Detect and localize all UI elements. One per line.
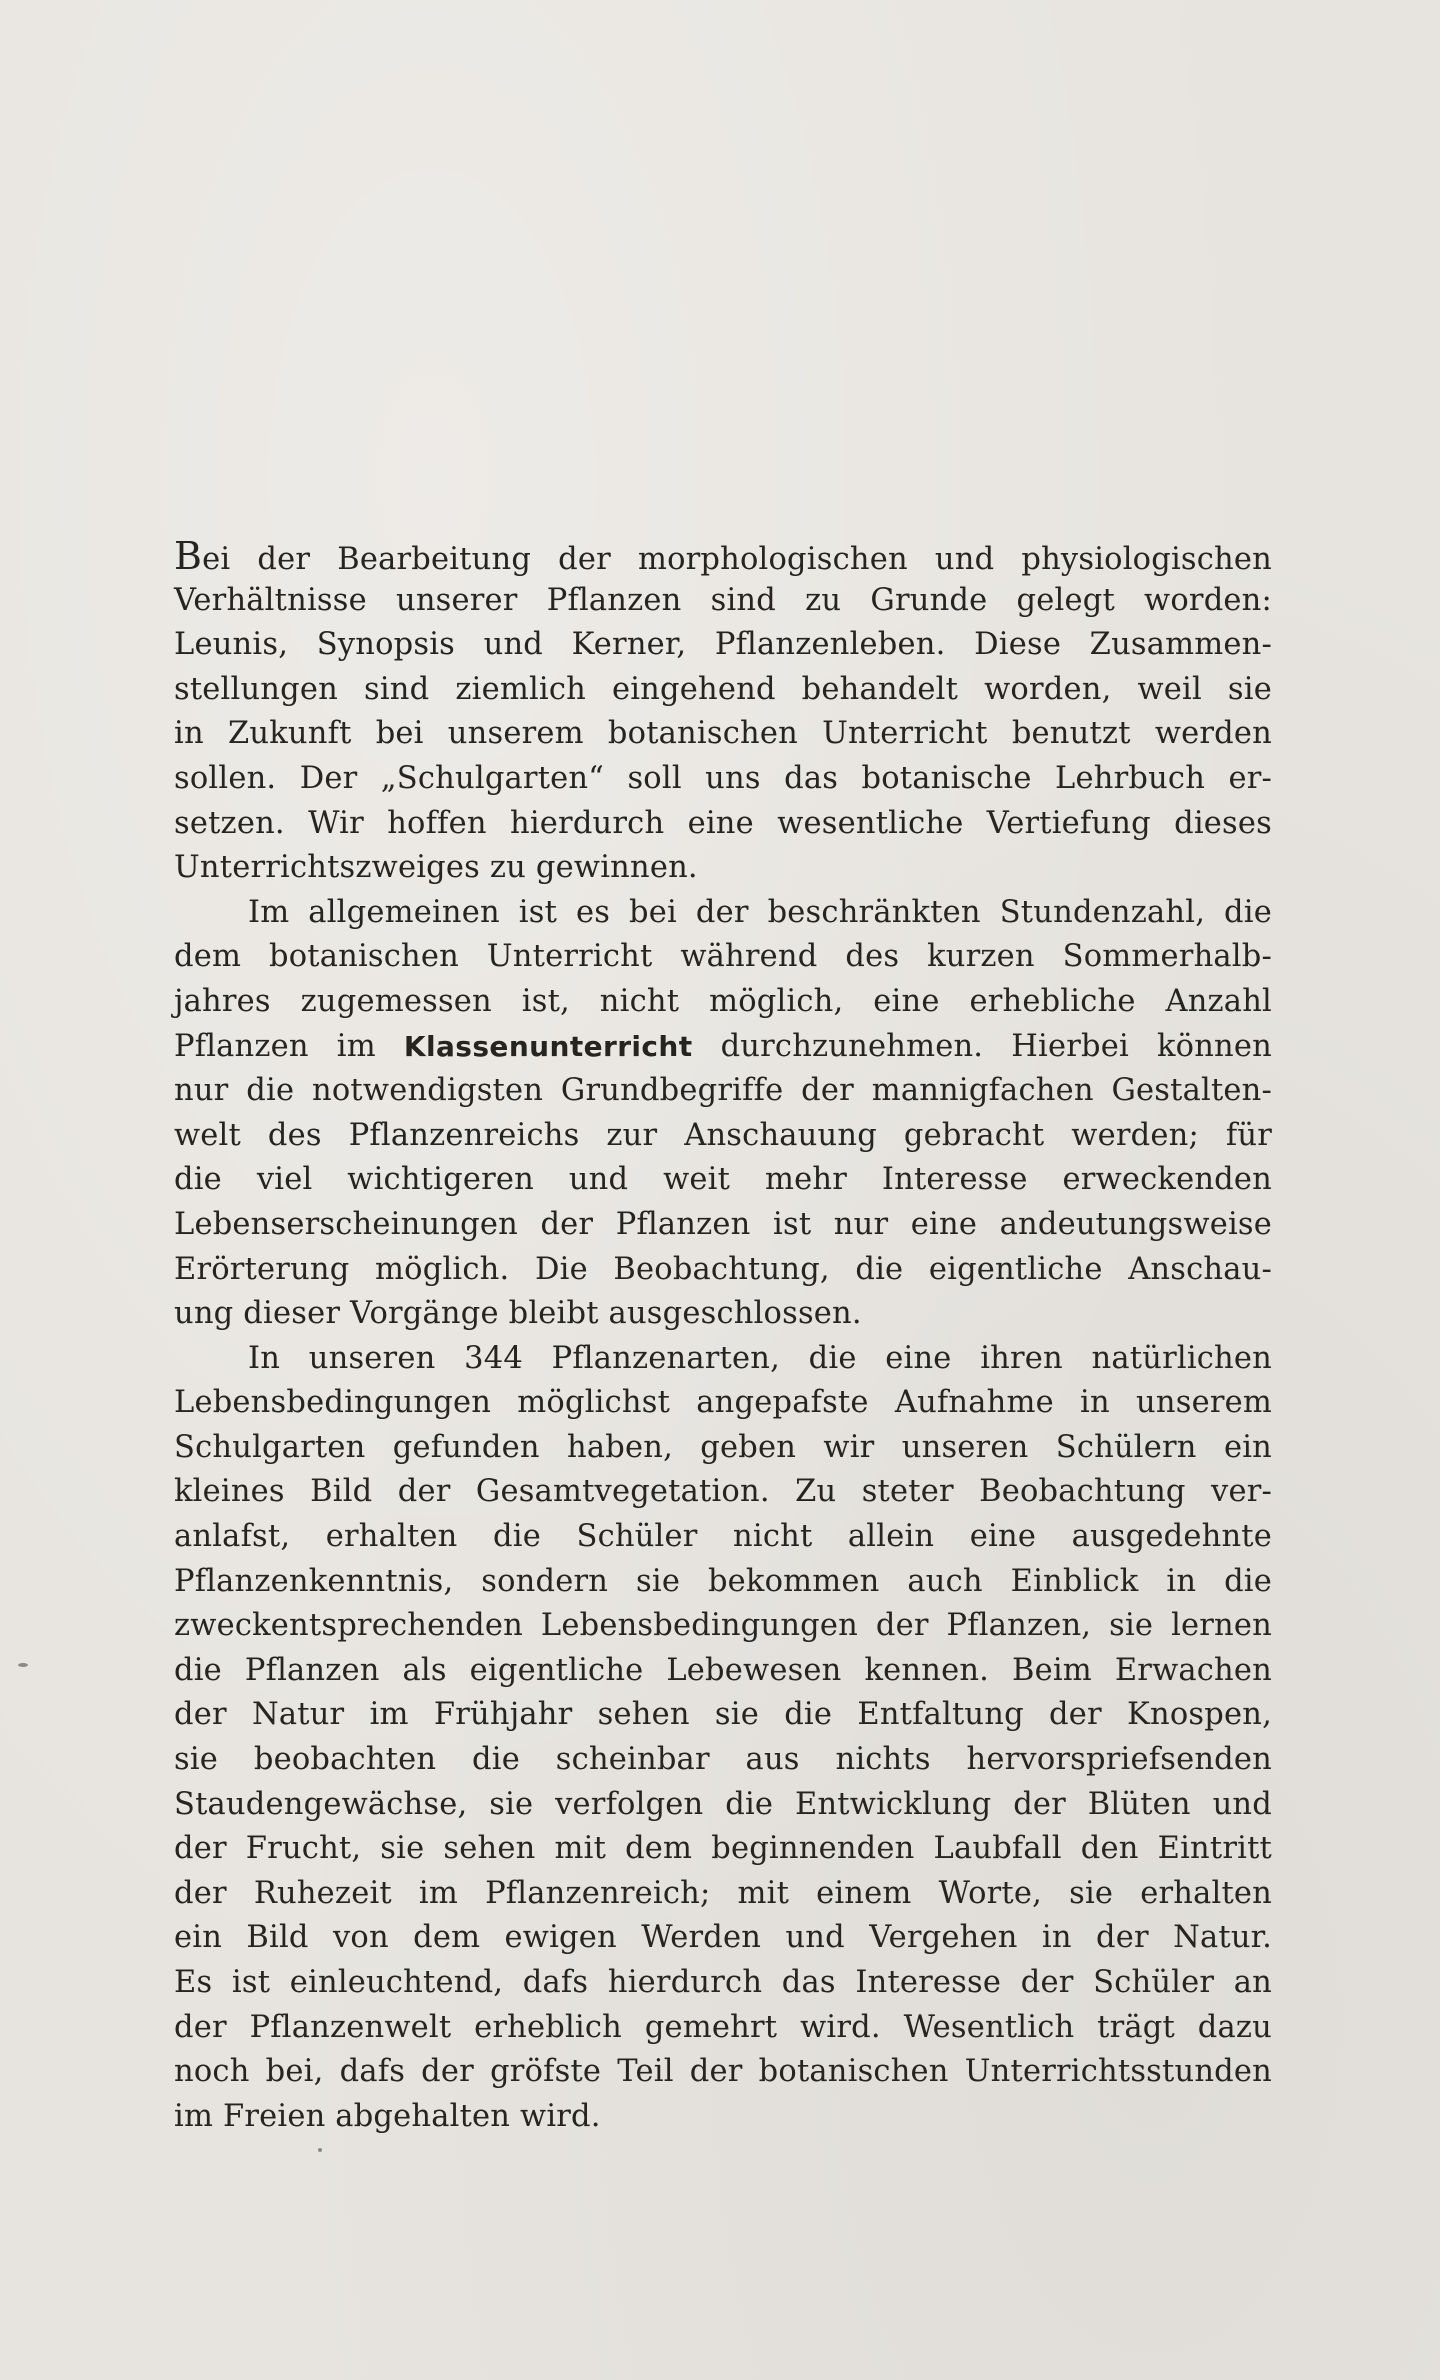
paragraph-2 xyxy=(174,891,1272,1337)
drop-cap: B xyxy=(174,534,203,578)
text-line: anlafst, erhalten die Schüler nicht allein eine ausgedehnte xyxy=(174,1519,1272,1555)
text-line: der Ruhezeit im Pflanzenreich; mit einem Worte, sie erhalten xyxy=(174,1875,1272,1911)
text-line: der Pflanzenwelt erheblich gemehrt wird. Wesentlich trägt dazu xyxy=(174,2009,1272,2045)
text-line: Staudengewächse, sie verfolgen die Entwicklung der Blüten und xyxy=(174,1786,1272,1822)
text-line: Lebenserscheinungen der Pflanzen ist nur eine andeutungsweise xyxy=(174,1206,1272,1242)
paragraph-1 xyxy=(174,534,1272,891)
text-line xyxy=(174,534,1272,579)
text-line: der Natur im Frühjahr sehen sie die Entfaltung der Knospen, xyxy=(174,1697,1272,1733)
text-line: setzen. Wir hoffen hierdurch eine wesentliche Vertiefung dieses xyxy=(174,805,1272,841)
text-line: Es ist einleuchtend, dafs hierdurch das Interesse der Schüler an xyxy=(174,1965,1272,2000)
text-line: in Zukunft bei unserem botanischen Unterricht benutzt werden xyxy=(174,716,1272,752)
text-line: jahres zugemessen ist, nicht möglich, eine erhebliche Anzahl xyxy=(174,983,1272,1019)
text-line: ung dieser Vorgänge bleibt ausgeschlossen. xyxy=(174,1296,862,1332)
text-line: In unseren 344 Pflanzenarten, die eine ihren natürlichen xyxy=(248,1340,1272,1376)
text-line xyxy=(174,1025,1272,1070)
text-line: Verhältnisse unserer Pflanzen sind zu Grunde gelegt worden: xyxy=(174,582,1272,618)
text-line: Lebensbedingungen möglichst angepafste Aufnahme in unserem xyxy=(174,1385,1272,1421)
text-line: nur die notwendigsten Grundbegriffe der mannigfachen Gestalten- xyxy=(174,1073,1272,1109)
line-text: ei der Bearbeitung der morphologischen und physiologischen xyxy=(202,542,1272,577)
text-line: Erörterung möglich. Die Beobachtung, die eigentliche Anschau- xyxy=(174,1251,1272,1287)
emphasis-text: Klassenunterricht xyxy=(403,1029,693,1063)
text-line: Schulgarten gefunden haben, geben wir unseren Schülern ein xyxy=(174,1429,1272,1465)
text-line: zweckentsprechenden Lebensbedingungen der Pflanzen, sie lernen xyxy=(174,1608,1272,1644)
text-line: der Frucht, sie sehen mit dem beginnenden Laubfall den Eintritt xyxy=(174,1831,1272,1867)
text-line: Im allgemeinen ist es bei der beschränkten Stundenzahl, die xyxy=(248,894,1272,930)
text-line: sie beobachten die scheinbar aus nichts hervorspriefsenden xyxy=(174,1742,1272,1778)
text-line: im Freien abgehalten wird. xyxy=(174,2098,601,2134)
text-line: stellungen sind ziemlich eingehend behandelt worden, weil sie xyxy=(174,671,1272,707)
text-line: ein Bild von dem ewigen Werden und Vergehen in der Natur. xyxy=(174,1920,1272,1956)
text-line: kleines Bild der Gesamtvegetation. Zu steter Beobachtung ver- xyxy=(174,1474,1272,1510)
text-line: Unterrichtszweiges zu gewinnen. xyxy=(174,850,698,886)
paragraph-3 xyxy=(174,1337,1272,2140)
line-text: durchzunehmen. Hierbei können xyxy=(692,1028,1272,1064)
line-text: Pflanzen im xyxy=(174,1028,404,1064)
text-line: Leunis, Synopsis und Kerner, Pflanzenleben. Diese Zusammen- xyxy=(174,627,1272,663)
text-line: dem botanischen Unterricht während des kurzen Sommerhalb- xyxy=(174,939,1272,975)
paper-speck xyxy=(318,2148,322,2152)
body-text xyxy=(174,534,1272,2139)
text-line: sollen. Der „Schulgarten“ soll uns das botanische Lehrbuch er- xyxy=(174,760,1272,796)
text-line: welt des Pflanzenreichs zur Anschauung gebracht werden; für xyxy=(174,1117,1272,1153)
text-line: Pflanzenkenntnis, sondern sie bekommen auch Einblick in die xyxy=(174,1563,1272,1599)
text-line: die viel wichtigeren und weit mehr Interesse erweckenden xyxy=(174,1162,1272,1198)
text-line: noch bei, dafs der gröfste Teil der botanischen Unterrichtsstunden xyxy=(174,2054,1272,2090)
text-line: die Pflanzen als eigentliche Lebewesen kennen. Beim Erwachen xyxy=(174,1652,1272,1688)
paper-speck xyxy=(18,1663,28,1667)
